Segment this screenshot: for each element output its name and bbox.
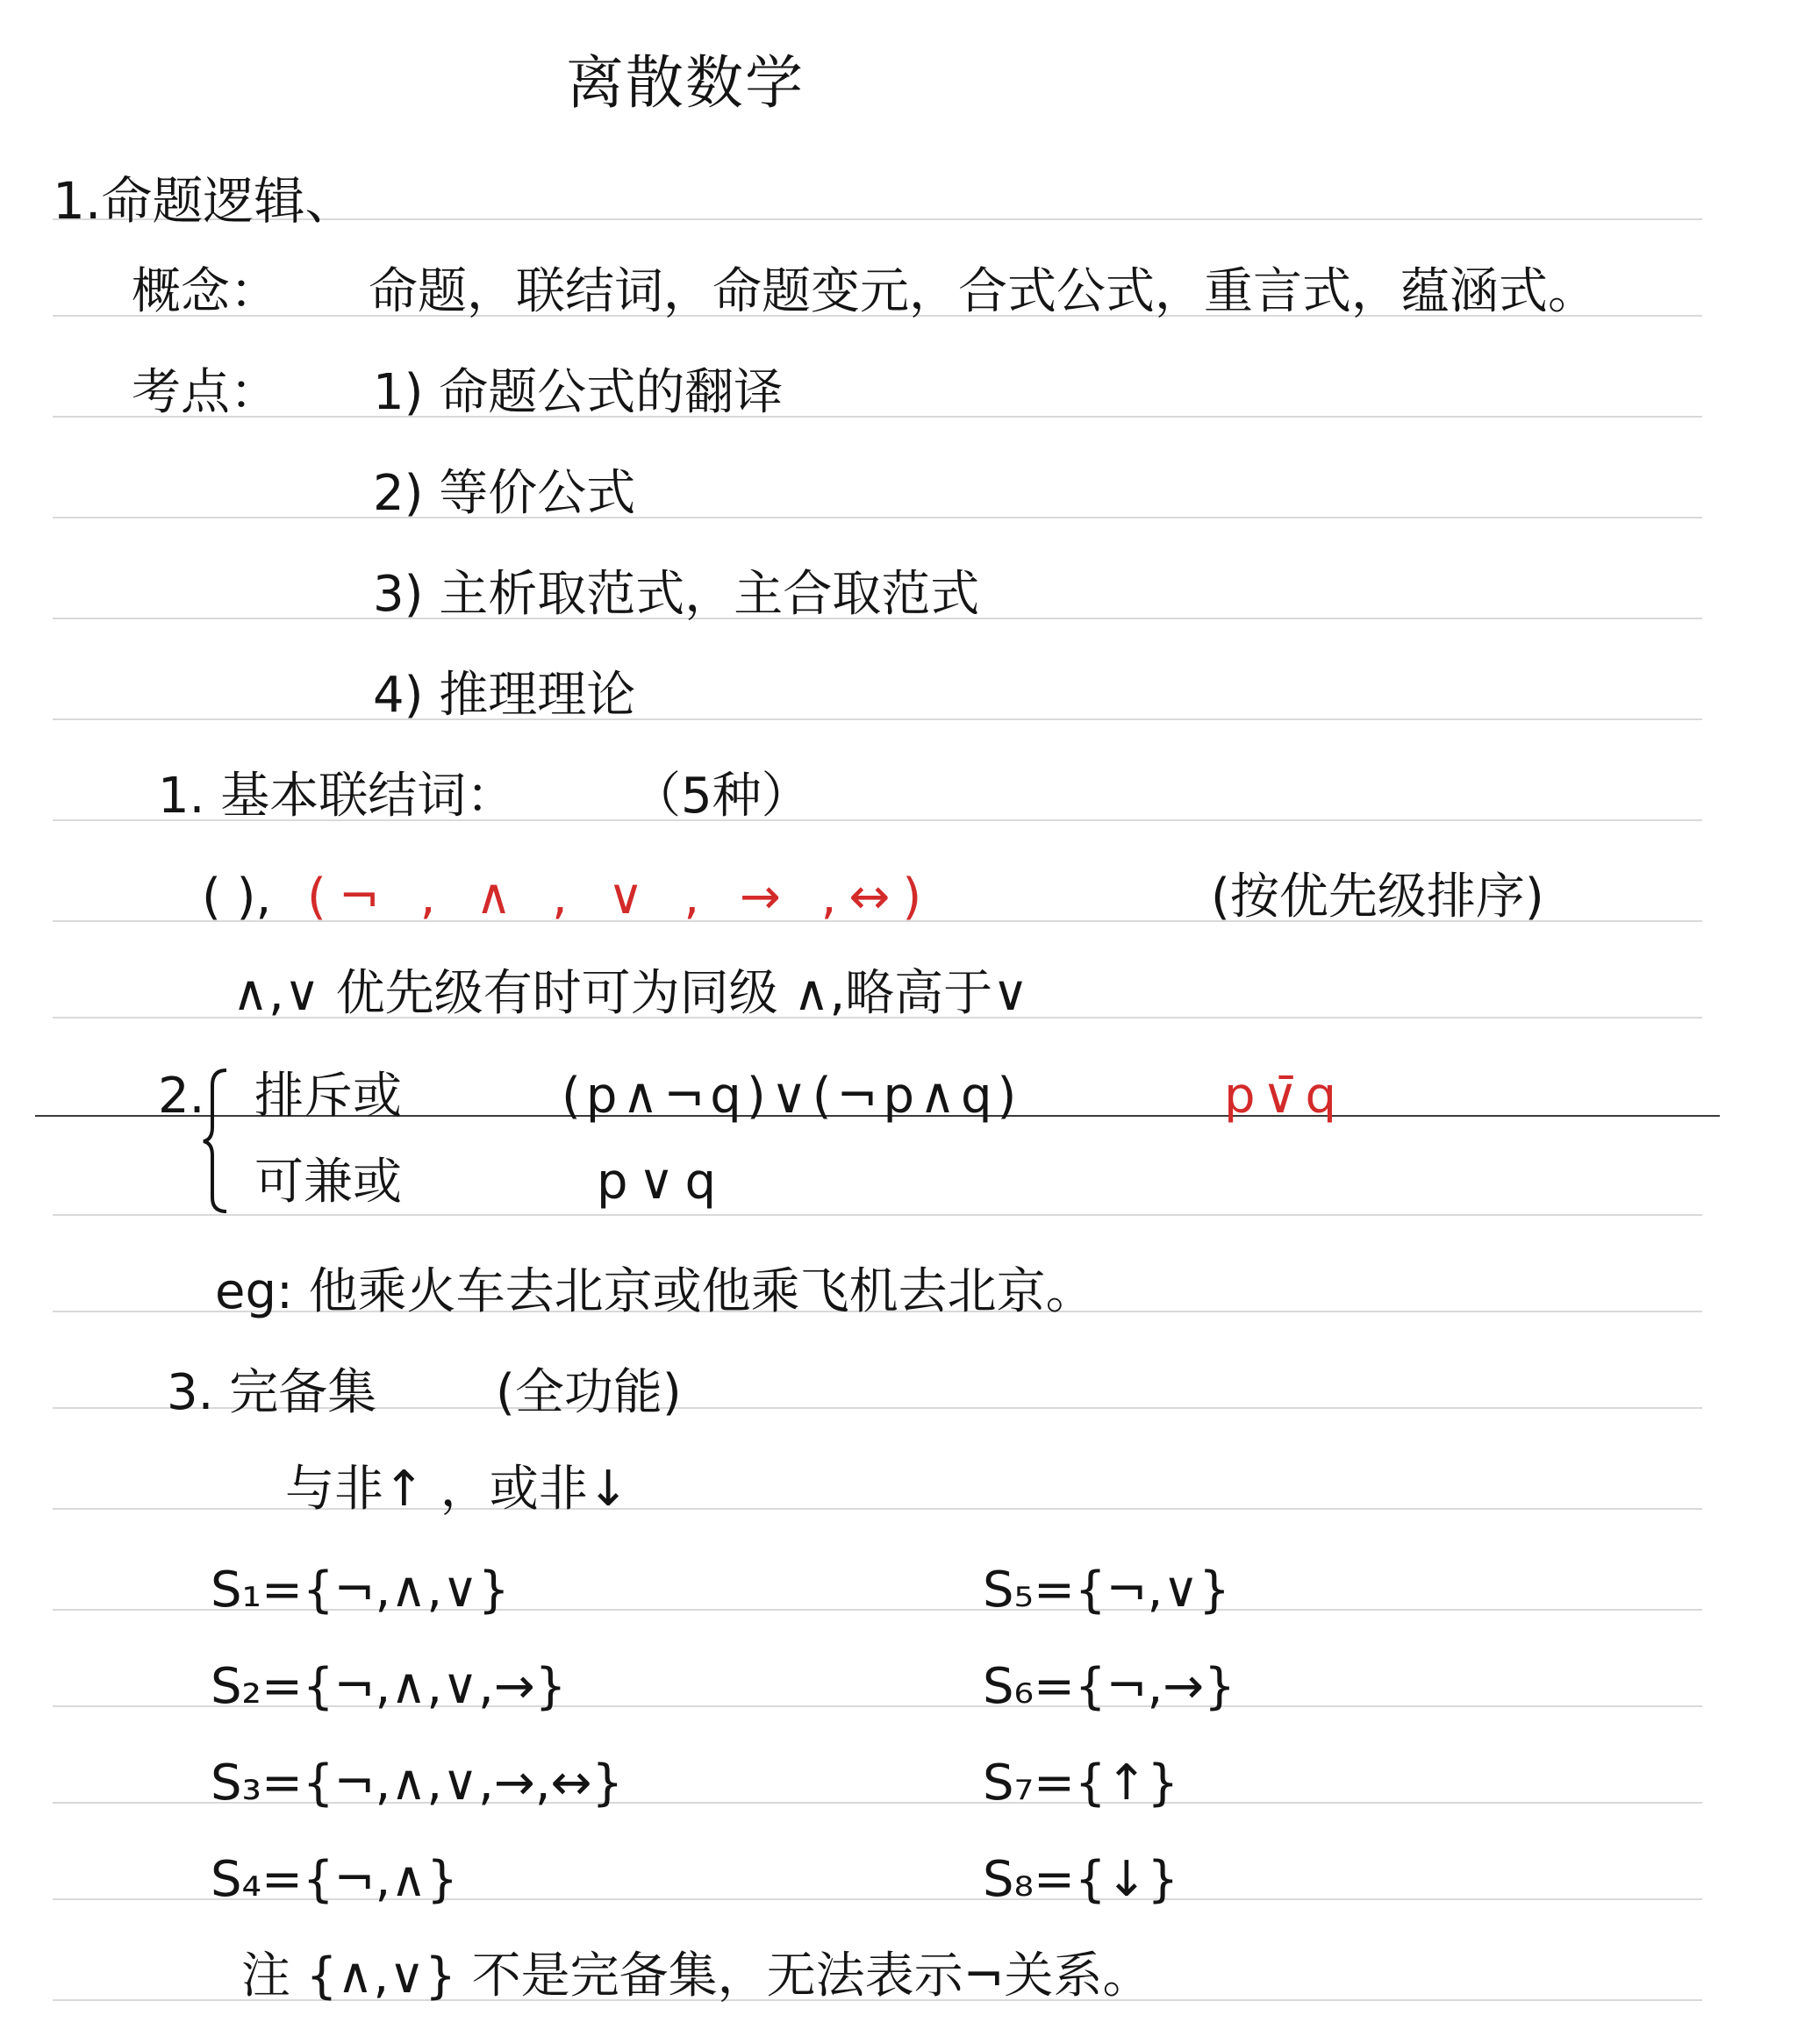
- set-s5: S₅={¬,∨}: [983, 1562, 1230, 1619]
- section-heading-propositional-logic: 1.命题逻辑、: [53, 171, 356, 231]
- exam-point-3: 3) 主析取范式，主合取范式: [373, 566, 980, 623]
- inclusive-or-label: 可兼或: [254, 1154, 402, 1211]
- set-s3: S₃={¬,∧,∨,→,↔}: [211, 1755, 624, 1812]
- set-s6: S₆={¬,→}: [983, 1658, 1235, 1715]
- set-s2: S₂={¬,∧,∨,→}: [211, 1658, 567, 1715]
- set-s1: S₁={¬,∧,∨}: [211, 1562, 510, 1619]
- concepts-text: 命题，联结词，命题变元，合式公式，重言式，蕴涵式。: [369, 263, 1597, 320]
- exclusive-or-label: 排斥或: [254, 1068, 402, 1125]
- nand-nor-line: 与非↑ ，或非↓: [285, 1461, 629, 1518]
- exam-point-2: 2) 等价公式: [373, 465, 636, 522]
- brace-icon: [200, 1066, 235, 1215]
- page-title: 离散数学: [566, 49, 805, 117]
- connectives-priority-list: (¬ , ∧ , ∨ , → ,↔): [307, 868, 934, 926]
- complete-set-subheading: (全功能): [496, 1364, 682, 1421]
- priority-order-note: (按优先级排序): [1211, 868, 1544, 926]
- complete-set-note: 注 {∧,∨} 不是完备集，无法表示¬关系。: [241, 1948, 1152, 2005]
- exam-points-label: 考点：: [132, 364, 279, 421]
- complete-set-heading: 3. 完备集: [167, 1364, 377, 1421]
- exam-point-4: 4) 推理理论: [373, 667, 636, 724]
- exclusive-or-symbol: p∨̄q: [1224, 1068, 1344, 1125]
- concepts-label: 概念：: [132, 263, 279, 320]
- and-or-priority-note: ∧,∨ 优先级有时可为同级 ∧,略高于∨: [233, 965, 1029, 1022]
- inclusive-or-formula: p∨q: [597, 1154, 727, 1211]
- disjunction-number: 2.: [158, 1068, 205, 1125]
- set-s4: S₄={¬,∧}: [211, 1851, 458, 1908]
- set-s7: S₇={↑}: [983, 1755, 1179, 1812]
- paren-symbol: ( ),: [202, 868, 272, 926]
- basic-connectives-heading: 1. 基本联结词：: [158, 768, 516, 825]
- set-s8: S₈={↓}: [983, 1851, 1179, 1908]
- exam-point-1: 1) 命题公式的翻译: [373, 364, 784, 421]
- example-sentence: eg: 他乘火车去北京或他乘飞机去北京。: [215, 1263, 1095, 1320]
- connectives-count: （5种）: [632, 768, 811, 825]
- exclusive-or-formula: (p∧¬q)∨(¬p∧q): [562, 1068, 1022, 1125]
